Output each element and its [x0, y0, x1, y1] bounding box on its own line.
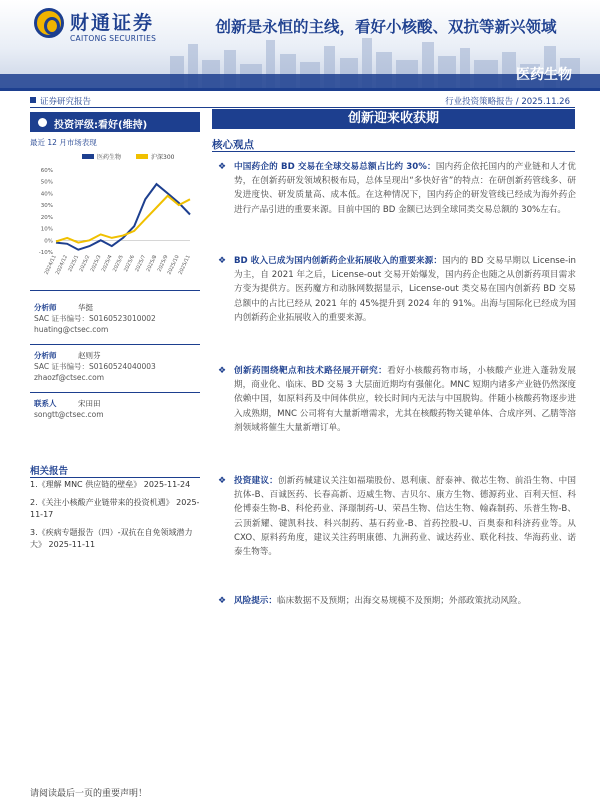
- y-tick-label: 40%: [40, 191, 53, 198]
- disclaimer-footer: 请阅读最后一页的重要声明！: [30, 789, 148, 799]
- key-point-heading: 中国药企的 BD 交易在全球交易总额占比约 30%：: [234, 162, 436, 172]
- performance-chart: [30, 148, 200, 288]
- y-tick-label: -10%: [38, 250, 53, 256]
- x-tick-label: 2025/3: [89, 254, 103, 273]
- diamond-bullet-icon: ❖: [218, 162, 227, 172]
- performance-title: 最近 12 月市场表现: [30, 138, 97, 147]
- key-point-text: [234, 364, 576, 435]
- report-type-label: 证券研究报告: [40, 97, 92, 107]
- subheader-divider: [30, 107, 575, 108]
- x-tick-label: 2025/7: [134, 254, 148, 273]
- analyst-divider: [30, 344, 200, 345]
- y-tick-label: 50%: [40, 179, 53, 186]
- related-report-item[interactable]: 3.《疾病专题报告（四）-双抗在自免领域潜力大》 2025-11-11: [30, 527, 193, 549]
- key-point-3: [218, 364, 576, 435]
- contact-name: 宋田田: [78, 399, 101, 408]
- key-point-heading: 投资建议：: [234, 476, 278, 486]
- diamond-bullet-icon: ❖: [218, 366, 227, 376]
- y-tick-label: 60%: [40, 168, 53, 174]
- y-tick-label: 30%: [40, 203, 53, 210]
- contact-block: [34, 398, 199, 420]
- y-tick-label: 20%: [40, 214, 53, 221]
- rating-label: 投资评级:看好(维持): [54, 120, 148, 131]
- analyst-block-2: [34, 350, 199, 383]
- diamond-bullet-icon: ❖: [218, 256, 227, 266]
- legend-swatch: [82, 154, 94, 159]
- x-tick-label: 2025/1: [67, 254, 81, 273]
- key-point-5: [218, 594, 576, 608]
- chart-divider: [30, 290, 200, 291]
- analyst-name: 赵则芬: [78, 351, 101, 360]
- key-point-4: [218, 474, 576, 559]
- analyst-email[interactable]: huating@ctsec.com: [34, 325, 109, 334]
- analyst-cert: SAC 证书编号：S0160523010002: [34, 314, 156, 323]
- key-point-heading: BD 收入已成为国内创新药企业拓展收入的重要来源：: [234, 256, 443, 266]
- related-divider: [30, 477, 200, 478]
- legend-swatch: [136, 154, 148, 159]
- key-point-text: [234, 160, 576, 217]
- key-point-body: 看好小核酸药物市场，小核酸产业进入蓬勃发展期，商业化、临床、BD 交易 3 大层面近期均有强催化。MNC 短期内诸多产业链仍然深度依赖中国，如原料药及中间体供应，较长时间内无法与中国脱钩。伴随小核酸药物逐步进入成熟期，MNC 公司将有大量新增需求，尤其在核酸药物关键单体、合成序列、乙腈等溶剂领域将催生大量新增订单。: [234, 366, 576, 433]
- x-tick-label: 2024/11: [43, 254, 58, 276]
- key-point-body: 创新药械建议关注如福瑞股份、恩利康、舒泰神、微芯生物、前沿生物、中国抗体-B、百诚医药、长春高新、迈威生物、吉贝尔、康方生物、德源药业、百利天恒、科伦博泰生物-B、科伦药业、泽璟制药-U、荣昌生物、信达生物、翰森制药、乐普生物-B、云顶新耀、键凯科技、科兴制药、基石药业-B、首药控股-U、百奥泰和科济药业等。从 CXO、原料药角度，建议关注药明康德、九洲药业、诚达药业、联化科技、华海药业、诺泰生物等。: [234, 476, 576, 558]
- analyst-block-1: [34, 302, 199, 335]
- company-logo: [34, 8, 184, 46]
- y-tick-label: 10%: [40, 226, 53, 233]
- key-point-body: 国内的 BD 交易早期以 License-in 为主，自 2021 年之后，License-out 交易开始爆发，国内药企也随之从创新药项目需求方变为提供方。医药魔方和动脉网数据显示，License-out 类交易在国内创新药 BD 交易总额中的占比已经从 2021 年的 45%提升到 2024 年的 91%。出海与国际化已经成为国内创新药企业拓展收入的重要来源。: [234, 256, 576, 323]
- series-line-1: [56, 184, 190, 250]
- x-tick-label: 2025/5: [111, 254, 125, 273]
- contact-role: 联系人: [34, 399, 57, 408]
- related-report-item[interactable]: 2.《关注小核酸产业链带来的投资机遇》 2025-11-17: [30, 497, 200, 519]
- x-tick-label: 2025/10: [166, 254, 181, 276]
- key-point-heading: 风险提示：: [234, 596, 277, 606]
- rating-box: [30, 112, 200, 132]
- report-date-label: 行业投资策略报告 / 2025.11.26: [445, 97, 570, 107]
- core-view-divider: [212, 151, 575, 152]
- series-line-2: [56, 196, 190, 243]
- analyst-cert: SAC 证书编号：S0160524040003: [34, 362, 156, 371]
- sector-label: 医药生物: [516, 67, 572, 83]
- report-title: 创新是永恒的主线，看好小核酸、双抗等新兴领域: [215, 18, 557, 36]
- related-reports-list: [30, 479, 206, 557]
- x-tick-label: 2025/4: [100, 254, 114, 273]
- square-bullet-icon: [30, 97, 36, 103]
- related-report-item[interactable]: 1.《理解 MNC 供应链的壁垒》 2025-11-24: [30, 480, 191, 489]
- section-title: 创新迎来收获期: [212, 109, 575, 129]
- logo-name-en: CAITONG SECURITIES: [70, 34, 157, 43]
- analyst-role: 分析师: [34, 351, 57, 360]
- logo-emblem-icon: [34, 8, 64, 38]
- key-point-text: [234, 254, 576, 325]
- key-point-body: 国内药企依托国内的产业链和人才优势，在创新药研发领域积极布局，总体呈现出“多快好省”的特点：在研创新药管线多、研发进度快、研发质量高、成本低。在这种情况下，国内药企的研发管线已经成为海外药企进行产品引进的重要来源。目前中国的 BD 金额已达到全球同类交易总额的 30%左右。: [234, 162, 576, 215]
- y-tick-label: 0%: [44, 238, 53, 245]
- analyst-role: 分析师: [34, 303, 57, 312]
- key-point-text: [234, 594, 576, 608]
- x-tick-label: 2025/11: [177, 254, 192, 276]
- related-reports-title: 相关报告: [30, 466, 69, 477]
- legend-label: 医药生物: [97, 154, 122, 161]
- banner-divider: [0, 88, 600, 91]
- analyst-divider: [30, 392, 200, 393]
- key-point-1: [218, 160, 576, 217]
- report-type: [30, 95, 91, 107]
- diamond-bullet-icon: ❖: [218, 596, 227, 606]
- analyst-email[interactable]: zhaozf@ctsec.com: [34, 373, 105, 382]
- diamond-bullet-icon: ❖: [218, 476, 227, 486]
- x-tick-label: 2024/12: [54, 254, 69, 276]
- x-tick-label: 2025/9: [156, 254, 170, 273]
- legend-label: 沪深300: [151, 154, 175, 161]
- x-tick-label: 2025/2: [78, 254, 92, 273]
- logo-name-cn: 财通证券: [70, 12, 155, 34]
- analyst-name: 华挺: [78, 303, 93, 312]
- key-point-body: 临床数据不及预期；出海交易规模不及预期；外部政策扰动风险。: [276, 596, 527, 606]
- performance-chart-svg: [30, 148, 200, 288]
- key-point-2: [218, 254, 576, 325]
- x-tick-label: 2025/8: [145, 254, 159, 273]
- key-point-text: [234, 474, 576, 559]
- core-view-title: 核心观点: [212, 139, 254, 151]
- contact-email[interactable]: songtt@ctsec.com: [34, 410, 104, 419]
- x-tick-label: 2025/6: [123, 254, 136, 273]
- key-point-heading: 创新药围绕靶点和技术路径展开研究：: [234, 366, 388, 376]
- rating-bullet-icon: [38, 118, 47, 127]
- header-banner: [0, 0, 600, 88]
